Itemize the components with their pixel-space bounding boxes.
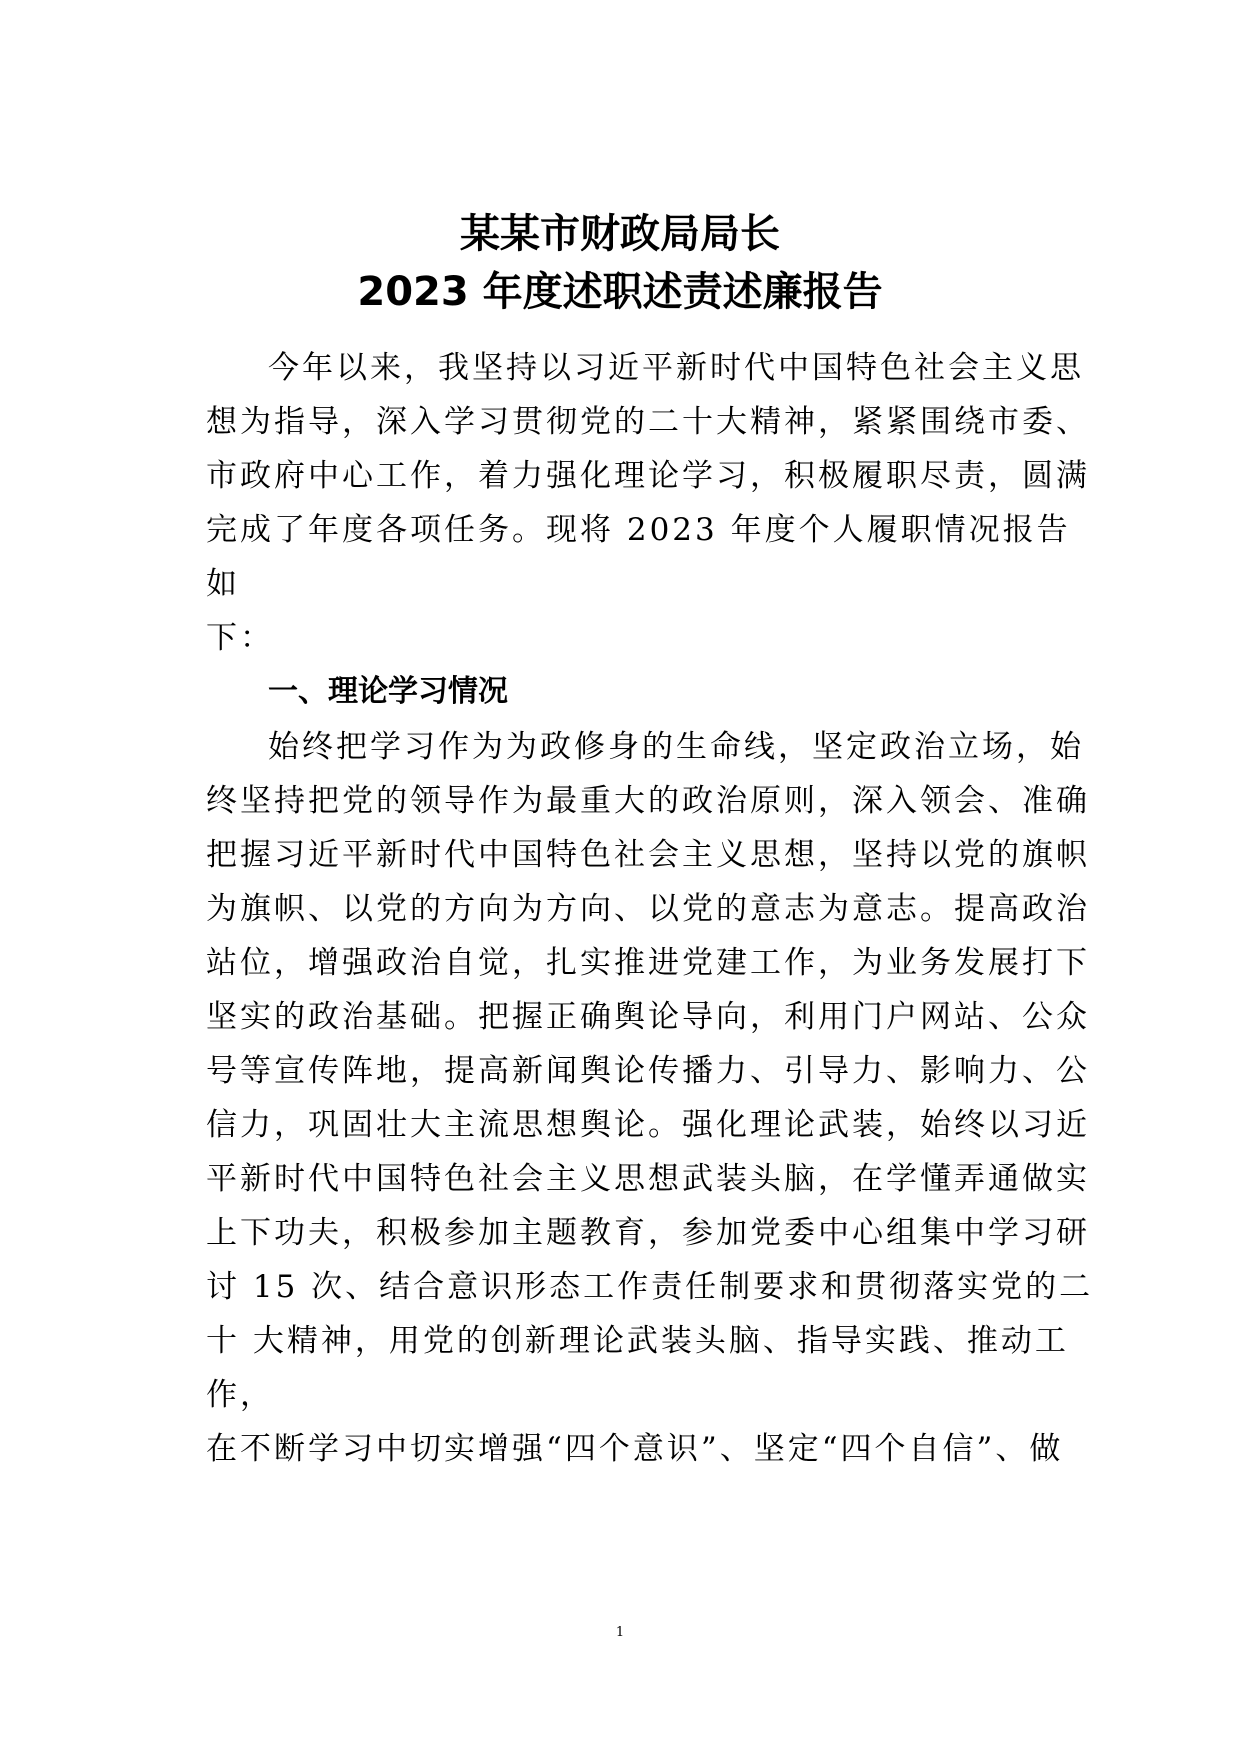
intro-line: 如 xyxy=(206,566,240,602)
document-title xyxy=(0,205,1240,321)
section-line: 十 大精神，用党的创新理论武装头脑、指导实践、推动工 xyxy=(206,1323,1069,1359)
section-line: 上下功夫，积极参加主题教育，参加党委中心组集中学习研 xyxy=(206,1215,1090,1251)
section-line: 坚实的政治基础。把握正确舆论导向，利用门户网站、公众 xyxy=(206,999,1090,1035)
section-line: 终坚持把党的领导作为最重大的政治原则，深入领会、准确 xyxy=(206,783,1090,819)
intro-line: 今年以来，我坚持以习近平新时代中国特色社会主义思 xyxy=(268,350,1084,386)
section-line: 号等宣传阵地，提高新闻舆论传播力、引导力、影响力、公 xyxy=(206,1053,1090,1089)
section-line: 信力，巩固壮大主流思想舆论。强化理论武装，始终以习近 xyxy=(206,1107,1090,1143)
title-line-2: 2023 年度述职述责述廉报告 xyxy=(357,269,883,315)
intro-line: 下： xyxy=(206,620,274,656)
intro-line: 完成了年度各项任务。现将 2023 年度个人履职情况报告 xyxy=(206,512,1071,548)
section-line: 站位，增强政治自觉，扎实推进党建工作，为业务发展打下 xyxy=(206,945,1090,981)
intro-line: 想为指导，深入学习贯彻党的二十大精神，紧紧围绕市委、 xyxy=(206,404,1090,440)
section-line: 讨 15 次、结合意识形态工作责任制要求和贯彻落实党的二 xyxy=(206,1269,1094,1305)
section-line: 为旗帜、以党的方向为方向、以党的意志为意志。提高政治 xyxy=(206,891,1090,927)
section-line: 始终把学习作为为政修身的生命线，坚定政治立场，始 xyxy=(268,729,1084,765)
title-line-1: 某某市财政局局长 xyxy=(460,211,780,257)
section-line: 在不断学习中切实增强“四个意识”、坚定“四个自信”、做 xyxy=(206,1431,1064,1467)
section-line: 平新时代中国特色社会主义思想武装头脑，在学懂弄通做实 xyxy=(206,1161,1090,1197)
intro-line: 市政府中心工作，着力强化理论学习，积极履职尽责，圆满 xyxy=(206,458,1090,494)
section-line: 把握习近平新时代中国特色社会主义思想，坚持以党的旗帜 xyxy=(206,837,1090,873)
section-heading: 一、理论学习情况 xyxy=(268,674,508,709)
page-number: 1 xyxy=(615,1625,625,1640)
section-line: 作， xyxy=(206,1377,274,1413)
